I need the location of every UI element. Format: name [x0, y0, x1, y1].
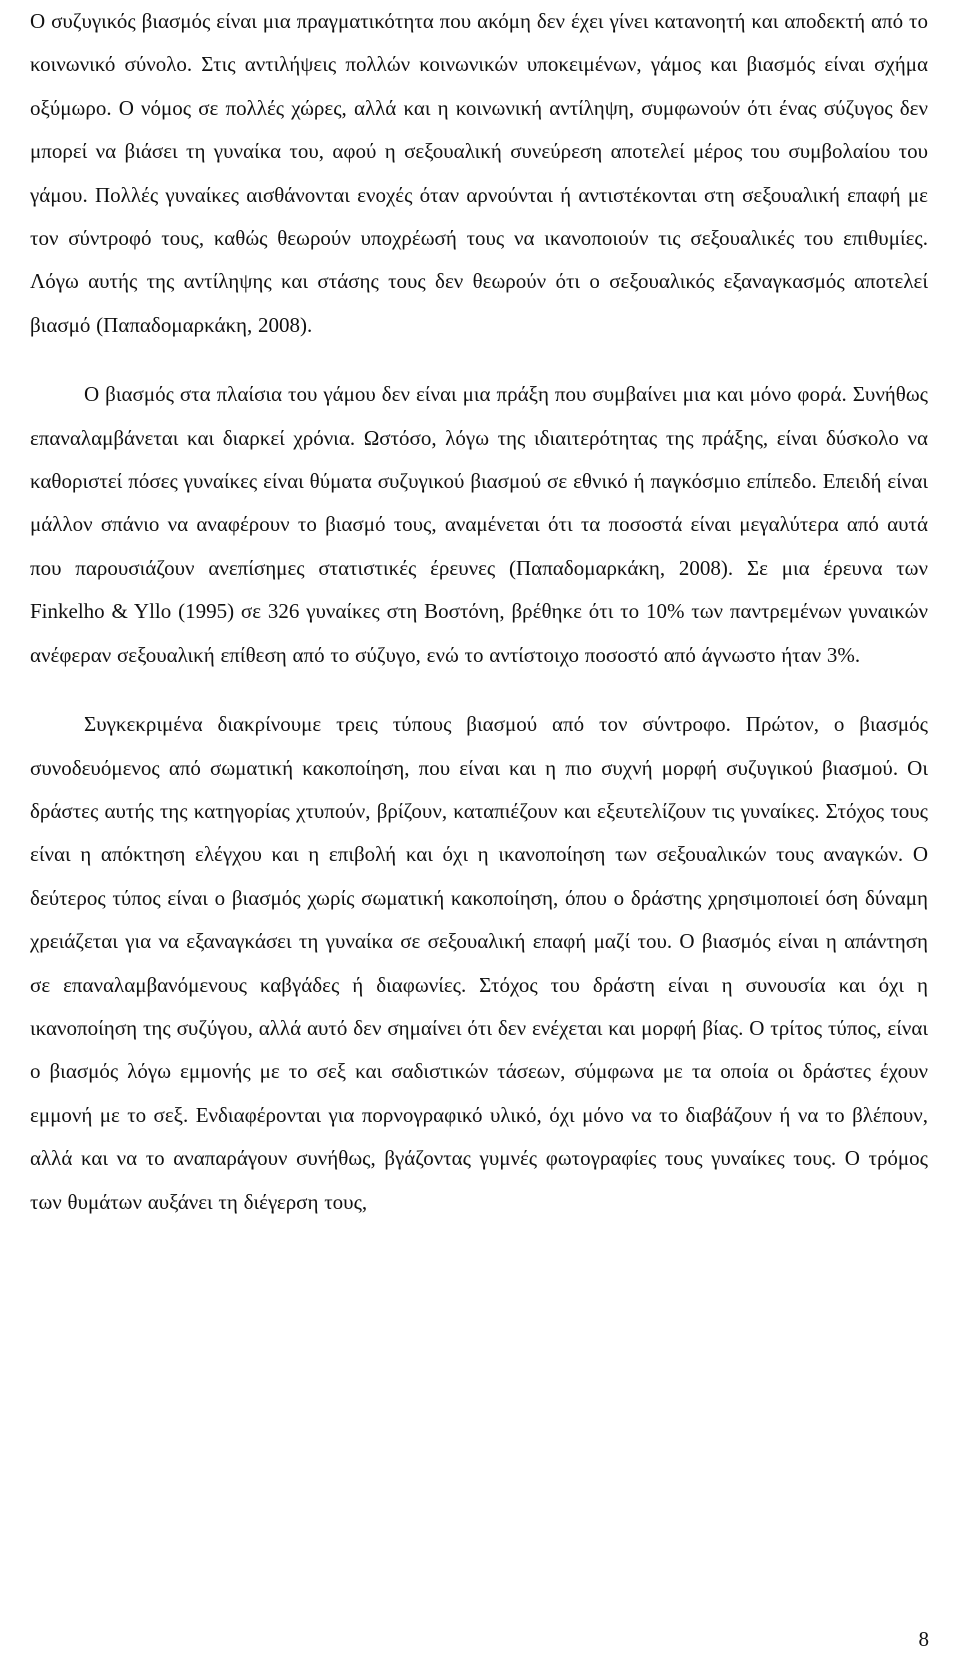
document-page	[30, 0, 928, 1224]
paragraph-marital-rape-frequency: Ο βιασμός στα πλαίσια του γάμου δεν είναι μια πράξη που συμβαίνει μια και μόνο φορά. Συνήθως επαναλαμβάνεται και διαρκεί χρόνια. Ωστόσο, λόγω της ιδιαιτερότητας της πράξης, είναι δύσκολο να καθοριστεί πόσες γυναίκες είναι θύματα συζυγικού βιασμού σε εθνικό ή παγκόσμιο επίπεδο. Επειδή είναι μάλλον σπάνιο να αναφέρουν το βιασμό τους, αναμένεται ότι τα ποσοστά είναι μεγαλύτερα από αυτά που παρουσιάζουν ανεπίσημες στατιστικές έρευνες (Παπαδομαρκάκη, 2008). Σε μια έρευνα των Finkelho & Yllo (1995) σε 326 γυναίκες στη Βοστόνη, βρέθηκε ότι το 10% των παντρεμένων γυναικών ανέφεραν σεξουαλική επίθεση από το σύζυγο, ενώ το αντίστοιχο ποσοστό από άγνωστο ήταν 3%.	[30, 382, 928, 667]
paragraph-marital-rape-perception: Ο συζυγικός βιασμός είναι μια πραγματικότητα που ακόμη δεν έχει γίνει κατανοητή και αποδεκτή από το κοινωνικό σύνολο. Στις αντιλήψεις πολλών κοινωνικών υποκειμένων, γάμος και βιασμός είναι σχήμα οξύμωρο. Ο νόμος σε πολλές χώρες, αλλά και η κοινωνική αντίληψη, συμφωνούν ότι ένας σύζυγος δεν μπορεί να βιάσει τη γυναίκα του, αφού η σεξουαλική συνεύρεση αποτελεί μέρος του συμβολαίου του γάμου. Πολλές γυναίκες αισθάνονται ενοχές όταν αρνούνται ή αντιστέκονται στη σεξουαλική επαφή με τον σύντροφό τους, καθώς θεωρούν υποχρέωσή τους να ικανοποιούν τις σεξουαλικές του επιθυμίες. Λόγω αυτής της αντίληψης και στάσης τους δεν θεωρούν ότι ο σεξουαλικός εξαναγκασμός αποτελεί βιασμό (Παπαδομαρκάκη, 2008).	[30, 9, 928, 337]
page-number: 8	[918, 1627, 929, 1651]
paragraph-rape-types: Συγκεκριμένα διακρίνουμε τρεις τύπους βιασμού από τον σύντροφο. Πρώτον, ο βιασμός συνοδευόμενος από σωματική κακοποίηση, που είναι και η πιο συχνή μορφή συζυγικού βιασμού. Οι δράστες αυτής της κατηγορίας χτυπούν, βρίζουν, καταπιέζουν και εξευτελίζουν τις γυναίκες. Στόχος τους είναι η απόκτηση ελέγχου και η επιβολή και όχι η ικανοποίηση των σεξουαλικών τους αναγκών. Ο δεύτερος τύπος είναι ο βιασμός χωρίς σωματική κακοποίηση, όπου ο δράστης χρησιμοποιεί όση δύναμη χρειάζεται για να εξαναγκάσει τη γυναίκα σε σεξουαλική επαφή μαζί του. Ο βιασμός είναι η απάντηση σε επαναλαμβανόμενους καβγάδες ή διαφωνίες. Στόχος του δράστη είναι η συνουσία και όχι η ικανοποίηση της συζύγου, αλλά αυτό δεν σημαίνει ότι δεν ενέχεται και μορφή βίας. Ο τρίτος τύπος, είναι ο βιασμός λόγω εμμονής με το σεξ και σαδιστικών τάσεων, σύμφωνα με τα οποία οι δράστες έχουν εμμονή με το σεξ. Ενδιαφέρονται για πορνογραφικό υλικό, όχι μόνο να το διαβάζουν ή να το βλέπουν, αλλά και να το αναπαράγουν συνήθως, βγάζοντας γυμνές φωτογραφίες τους γυναίκες τους. Ο τρόμος των θυμάτων αυξάνει τη διέγερση τους,	[30, 712, 928, 1214]
